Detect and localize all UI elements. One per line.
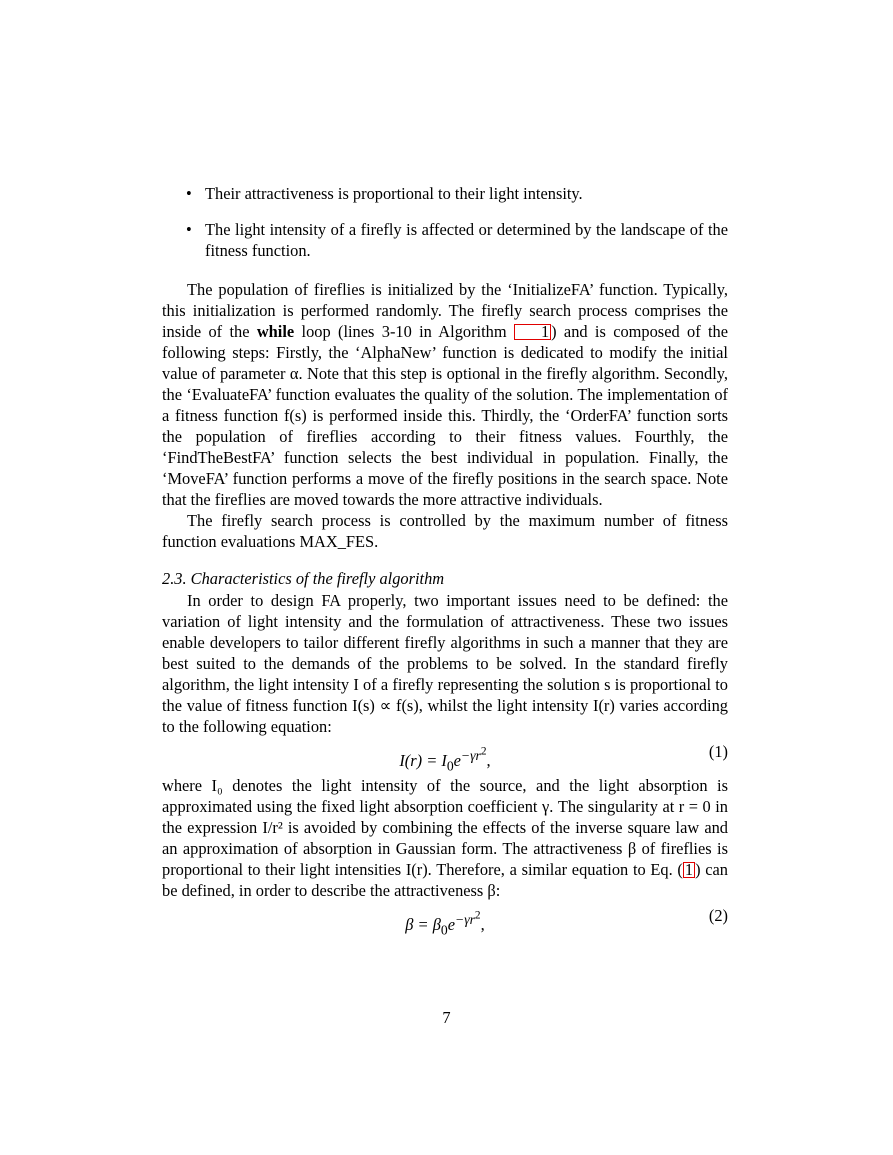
paragraph-fa-steps: [162, 279, 728, 510]
paragraph-text: where I₀ denotes the light intensity of the source, and the light absorption is approximated using the fixed light absorption coefficient γ. The singularity at r = 0 in the expression I/r² is avoided by combining the effects of the inverse square law and an approximation of absorption in Gaussian form. The attractiveness β of fireflies is proportional to their light intensities I(r). Therefore, a similar equation to Eq. (: [162, 776, 728, 879]
equation-2-exponent: −γr: [454, 911, 475, 927]
paragraph-text: ) can be defined, in order to describe the attractiveness β:: [162, 860, 728, 900]
paragraph-characteristics: In order to design FA properly, two important issues need to be defined: the variation of light intensity and the formulation of attractiveness. These two issues enable developers to tailor different firefly algorithms in such a manner that they are best suited to the demands of the problems to be solved. In the standard firefly algorithm, the light intensity I of a firefly representing the solution s is proportional to the value of fitness function I(s) ∝ f(s), whilst the light intensity I(r) varies according to the following equation:: [162, 591, 728, 736]
equation-1: [162, 737, 728, 775]
bullet-text: The light intensity of a firefly is affected or determined by the landscape of the fitness function.: [205, 220, 728, 260]
equation-2-number: (2): [708, 906, 728, 925]
bullet-list: [162, 183, 728, 261]
list-item: [162, 183, 728, 204]
bullet-icon: •: [186, 184, 192, 203]
bullet-icon: •: [186, 220, 192, 239]
equation-1-exponent-power: 2: [480, 745, 487, 757]
equation-2: [162, 901, 728, 938]
equation-reference-link[interactable]: 1: [684, 860, 694, 879]
equation-1-number: (1): [708, 742, 728, 761]
body-text: [162, 183, 729, 938]
equation-1-exponent: −γr: [460, 747, 481, 763]
page-number: 7: [442, 1008, 451, 1027]
list-item: [162, 219, 728, 261]
equation-1-lhs: I(r) = I: [399, 751, 447, 771]
paragraph-text: The population of fireflies is initialized by the ‘InitializeFA’ function. Typically, this initialization is performed randomly. The firefly search process comprises the inside of the: [162, 280, 728, 341]
paragraph-attractiveness: [162, 775, 728, 901]
equation-1-tail: ,: [486, 751, 491, 771]
equation-1-body: [162, 741, 728, 776]
equation-2-body: [162, 905, 728, 940]
paragraph-text: ) and is composed of the following steps: Firstly, the ‘AlphaNew’ function is dedicated to modify the initial value of parameter α. Note that this step is optional in the firefly algorithm. Secondly, the ‘EvaluateFA’ function evaluates the quality of the solution. The implementation of a fitness function f(s) is performed inside this. Thirdly, the ‘OrderFA’ function sorts the population of fireflies according to their fitness values. Fourthly, the ‘FindTheBestFA’ function selects the best individual in population. Finally, the ‘MoveFA’ function performs a move of the firefly positions in the search space. Note that the fireflies are moved towards the more attractive individuals.: [162, 322, 729, 509]
equation-2-base: e: [447, 915, 455, 935]
equation-1-subscript: 0: [446, 758, 454, 774]
paragraph-max-fes: The firefly search process is controlled by the maximum number of fitness function evaluations MAX_FES.: [162, 511, 728, 551]
keyword-while: while: [256, 322, 295, 341]
paragraph-text: loop (lines 3-10 in Algorithm: [294, 322, 514, 341]
algorithm-reference-link[interactable]: 1: [514, 324, 551, 340]
equation-2-exponent-power: 2: [474, 909, 481, 921]
section-heading: 2.3. Characteristics of the firefly algorithm: [162, 569, 445, 588]
equation-2-lhs: β = β: [405, 915, 441, 935]
bullet-text: Their attractiveness is proportional to their light intensity.: [205, 184, 583, 203]
equation-2-tail: ,: [480, 915, 485, 935]
equation-2-subscript: 0: [440, 922, 448, 938]
equation-1-base: e: [453, 751, 461, 771]
